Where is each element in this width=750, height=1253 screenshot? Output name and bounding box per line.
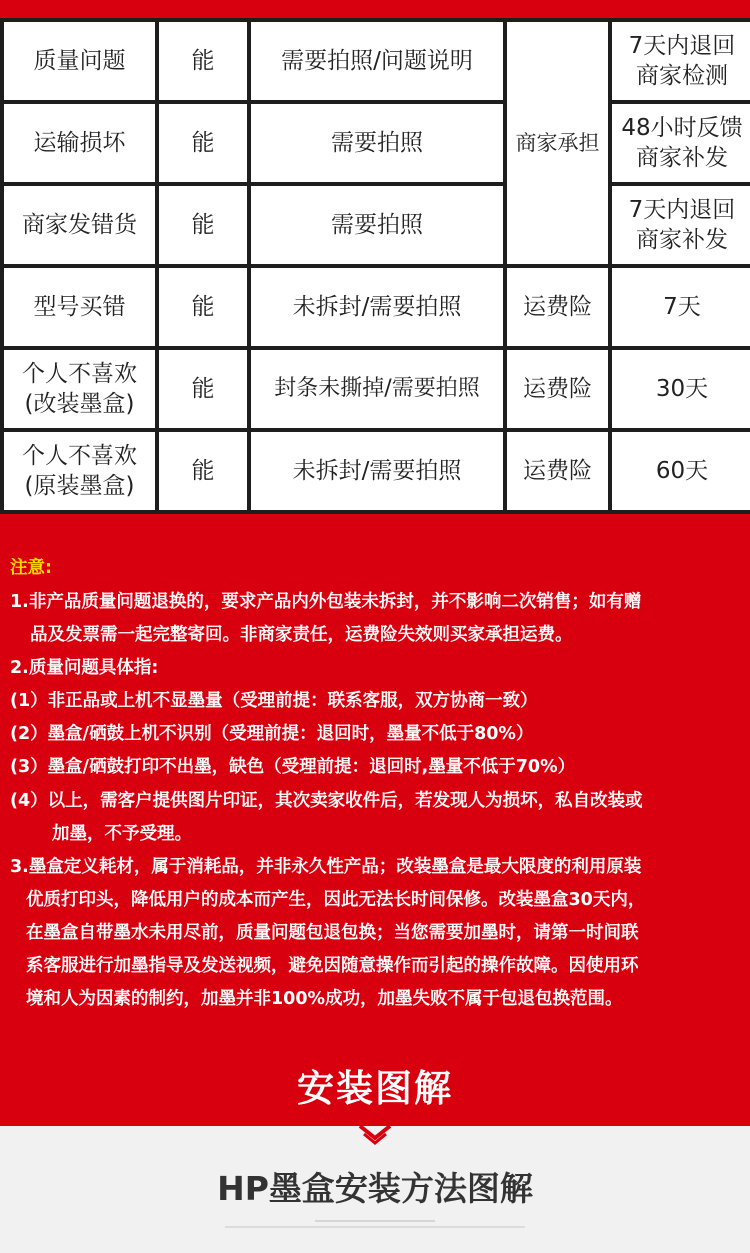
reason-line: (改装墨盒) <box>24 391 135 417</box>
reason-line: 个人不喜欢 <box>22 361 137 387</box>
reason-cell <box>4 104 155 182</box>
term-cell <box>612 22 750 100</box>
notice-line: 加墨，不予受理。 <box>52 824 192 844</box>
notice-line: 优质打印头，降低用户的成本而产生，因此无法长时间保修。改装墨盒30天内， <box>26 890 646 910</box>
top-red-strip <box>0 0 750 18</box>
eligible-text: 能 <box>191 294 215 320</box>
term-cell <box>612 432 750 510</box>
reason-cell <box>4 186 155 264</box>
term-cell <box>612 350 750 428</box>
cost-bearer-cell <box>507 268 608 346</box>
requirement-text: 需要拍照/问题说明 <box>281 48 473 74</box>
notice-line: 境和人为因素的制约，加墨并非100%成功，加墨失败不属于包退包换范围。 <box>26 989 623 1009</box>
table-row <box>4 350 750 428</box>
table-row <box>4 22 750 100</box>
eligible-cell <box>159 104 247 182</box>
eligible-cell <box>159 22 247 100</box>
notice-line: (2）墨盒/硒鼓上机不识别（受理前提：退回时，墨量不低于80%） <box>10 724 534 744</box>
decorative-fine-print <box>225 1218 525 1232</box>
cost-bearer-text: 运费险 <box>523 294 592 320</box>
requirement-cell <box>251 186 503 264</box>
notice-line: 1.非产品质量问题退换的，要求产品内外包装未拆封，并不影响二次销售；如有赠 <box>10 592 642 612</box>
reason-text: 运输损坏 <box>33 130 126 156</box>
install-guide-title: HP墨盒安装方法图解 <box>217 1169 533 1208</box>
notice-line: 3.墨盒定义耗材，属于消耗品，并非永久性产品；改装墨盒是最大限度的利用原装 <box>10 857 642 877</box>
term-cell <box>612 268 750 346</box>
eligible-cell <box>159 350 247 428</box>
requirement-cell <box>251 104 503 182</box>
term-cell <box>612 186 750 264</box>
term-line: 商家补发 <box>636 145 728 171</box>
eligible-text: 能 <box>191 376 215 402</box>
eligible-text: 能 <box>191 130 215 156</box>
cost-bearer-text: 商家承担 <box>515 131 600 155</box>
term-line: 60天 <box>655 458 709 484</box>
chevron-down-icon <box>356 1122 394 1148</box>
reason-text: 质量问题 <box>33 48 126 74</box>
requirement-text: 需要拍照 <box>331 212 423 238</box>
cost-bearer-cell <box>507 350 608 428</box>
term-line: 商家补发 <box>636 227 728 253</box>
requirement-cell <box>251 432 503 510</box>
reason-line: 个人不喜欢 <box>22 443 137 469</box>
reason-cell <box>4 432 155 510</box>
requirement-text: 需要拍照 <box>331 130 423 156</box>
term-line: 商家检测 <box>636 63 728 89</box>
notice-heading: 注意: <box>10 558 52 578</box>
reason-text: 型号买错 <box>33 294 126 320</box>
reason-text: 商家发错货 <box>22 212 137 238</box>
term-line: 30天 <box>655 376 709 402</box>
install-section-title: 安装图解 <box>297 1067 453 1110</box>
requirement-cell <box>251 350 503 428</box>
reason-cell <box>4 268 155 346</box>
notice-line: 在墨盒自带墨水未用尽前，质量问题包退包换；当您需要加墨时，请第一时间联 <box>26 923 639 943</box>
term-line: 7天 <box>663 294 701 320</box>
requirement-cell <box>251 22 503 100</box>
reason-cell <box>4 22 155 100</box>
reason-cell <box>4 350 155 428</box>
eligible-cell <box>159 268 247 346</box>
requirement-text: 未拆封/需要拍照 <box>292 294 462 320</box>
term-cell <box>612 104 750 182</box>
eligible-cell <box>159 432 247 510</box>
cost-bearer-text: 运费险 <box>523 458 592 484</box>
eligible-text: 能 <box>191 212 215 238</box>
cost-bearer-text: 运费险 <box>523 376 592 402</box>
eligible-cell <box>159 186 247 264</box>
notice-line: (1）非正品或上机不显墨量（受理前提：联系客服，双方协商一致） <box>10 691 538 711</box>
notice-line: (3）墨盒/硒鼓打印不出墨，缺色（受理前提：退回时,墨量不低于70%） <box>10 757 576 777</box>
term-line: 7天内退回 <box>628 197 736 223</box>
requirement-cell <box>251 268 503 346</box>
cost-bearer-cell <box>507 432 608 510</box>
table-row <box>4 432 750 510</box>
eligible-text: 能 <box>191 458 215 484</box>
return-policy-table <box>0 18 750 514</box>
requirement-text: 未拆封/需要拍照 <box>292 458 462 484</box>
install-guide-header <box>0 1126 750 1253</box>
term-line: 48小时反馈 <box>621 115 743 141</box>
notice-line: 品及发票需一起完整寄回。非商家责任，运费险失效则买家承担运费。 <box>30 625 573 645</box>
notice-line: 系客服进行加墨指导及发送视频，避免因随意操作而引起的操作故障。因使用环 <box>26 956 639 976</box>
term-line: 7天内退回 <box>628 33 736 59</box>
reason-line: (原装墨盒) <box>24 473 135 499</box>
notice-line: (4）以上，需客户提供图片印证，其次卖家收件后，若发现人为损坏，私自改装或 <box>10 791 643 811</box>
table-row <box>4 104 750 182</box>
eligible-text: 能 <box>191 48 215 74</box>
table-row <box>4 186 750 264</box>
requirement-text: 封条未撕掉/需要拍照 <box>274 376 480 401</box>
cost-bearer-cell <box>507 22 608 264</box>
notice-line: 2.质量问题具体指: <box>10 658 159 678</box>
table-row <box>4 268 750 346</box>
